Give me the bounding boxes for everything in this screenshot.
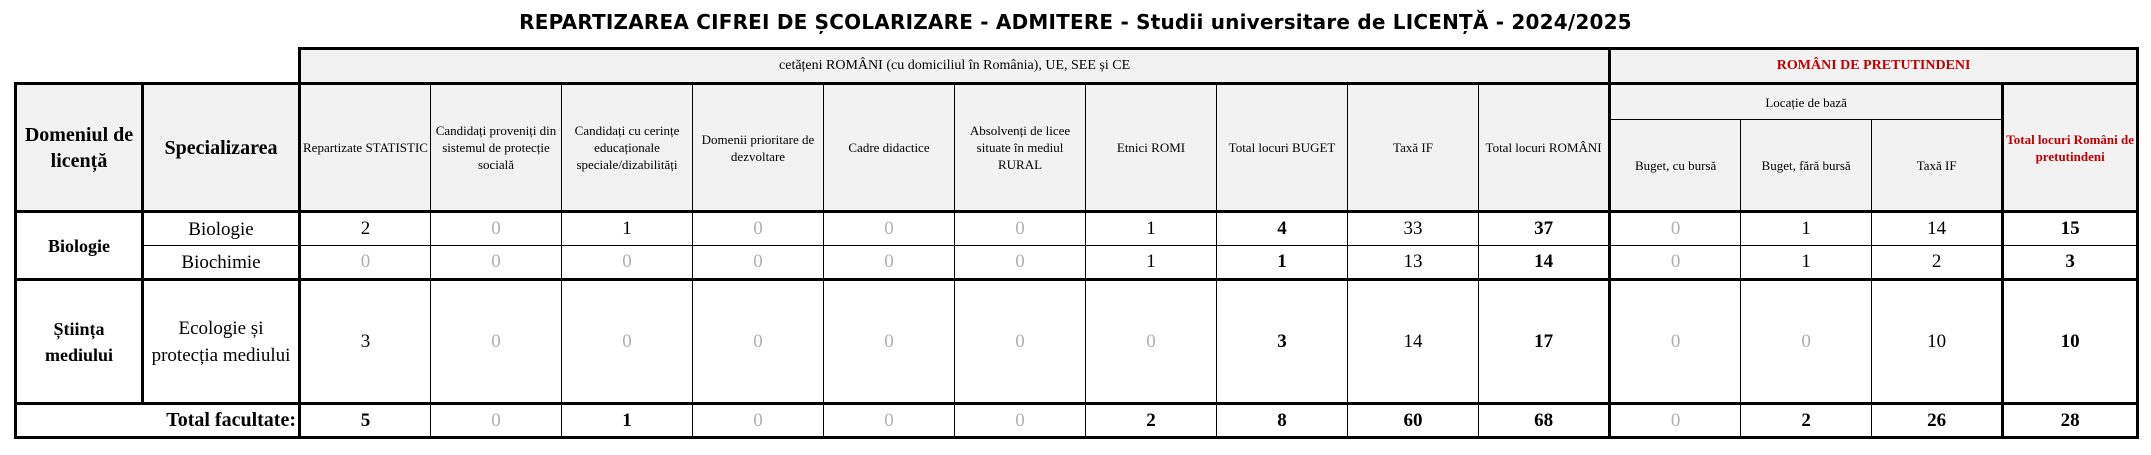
cell: 37 bbox=[1479, 212, 1610, 246]
header-cadre-didactice: Cadre didactice bbox=[824, 84, 955, 212]
cell: 0 bbox=[1610, 212, 1741, 246]
cell: 1 bbox=[1086, 246, 1217, 280]
header-etnici-romi: Etnici ROMI bbox=[1086, 84, 1217, 212]
group-header-pretutindeni: ROMÂNI DE PRETUTINDENI bbox=[1610, 49, 2138, 84]
domain-stiinta-mediului: Știința mediului bbox=[16, 280, 143, 404]
header-domenii-prioritare: Domenii prioritare de dezvoltare bbox=[693, 84, 824, 212]
cell: 0 bbox=[693, 246, 824, 280]
cell: 1 bbox=[562, 404, 693, 438]
cell: 0 bbox=[693, 280, 824, 404]
cell: 0 bbox=[693, 212, 824, 246]
header-rural: Absolvenți de licee situate în mediul RURAL bbox=[955, 84, 1086, 212]
cell: 0 bbox=[1741, 280, 1872, 404]
spec-biochimie: Biochimie bbox=[143, 246, 300, 280]
cell: 2 bbox=[1741, 404, 1872, 438]
spec-biologie: Biologie bbox=[143, 212, 300, 246]
header-cerinte-speciale: Candidați cu cerințe educaționale speciale/dizabilități bbox=[562, 84, 693, 212]
cell: 13 bbox=[1348, 246, 1479, 280]
cell: 14 bbox=[1872, 212, 2003, 246]
cell: 26 bbox=[1872, 404, 2003, 438]
cell: 1 bbox=[562, 212, 693, 246]
blank-corner bbox=[16, 49, 300, 84]
cell: 0 bbox=[431, 212, 562, 246]
header-specializare: Specializarea bbox=[143, 84, 300, 212]
header-domeniu: Domeniul de licență bbox=[16, 84, 143, 212]
header-taxa-if: Taxă IF bbox=[1348, 84, 1479, 212]
cell: 0 bbox=[955, 404, 1086, 438]
cell: 1 bbox=[1741, 212, 1872, 246]
cell: 14 bbox=[1479, 246, 1610, 280]
cell: 33 bbox=[1348, 212, 1479, 246]
cell: 8 bbox=[1217, 404, 1348, 438]
cell: 0 bbox=[955, 212, 1086, 246]
table-row-ecologie bbox=[16, 280, 2138, 404]
cell: 0 bbox=[562, 246, 693, 280]
header-protectie-sociala: Candidați proveniți din sistemul de protecție socială bbox=[431, 84, 562, 212]
cell: 0 bbox=[1610, 246, 1741, 280]
cell: 0 bbox=[824, 280, 955, 404]
cell: 0 bbox=[693, 404, 824, 438]
header-repartizate: Repartizate STATISTIC bbox=[300, 84, 431, 212]
spec-ecologie: Ecologie și protecția mediului bbox=[143, 280, 300, 404]
cell: 2 bbox=[1872, 246, 2003, 280]
cell: 0 bbox=[431, 246, 562, 280]
cell: 3 bbox=[2003, 246, 2138, 280]
cell: 28 bbox=[2003, 404, 2138, 438]
header-locatie-baza: Locație de bază bbox=[1610, 84, 2003, 120]
cell: 14 bbox=[1348, 280, 1479, 404]
page-title: REPARTIZAREA CIFREI DE ȘCOLARIZARE - ADMITERE - Studii universitare de LICENȚĂ - 2024/2025 bbox=[519, 10, 1632, 34]
table-row-biologie bbox=[16, 212, 2138, 246]
cell: 0 bbox=[824, 404, 955, 438]
cell: 0 bbox=[824, 212, 955, 246]
cell: 5 bbox=[300, 404, 431, 438]
cell: 0 bbox=[1610, 404, 1741, 438]
cell: 0 bbox=[955, 280, 1086, 404]
total-label: Total facultate: bbox=[16, 404, 300, 438]
domain-biologie: Biologie bbox=[16, 212, 143, 280]
table-row-total bbox=[16, 404, 2138, 438]
cell: 0 bbox=[955, 246, 1086, 280]
cell: 17 bbox=[1479, 280, 1610, 404]
cell: 1 bbox=[1086, 212, 1217, 246]
admission-table bbox=[14, 47, 2139, 439]
cell: 3 bbox=[300, 280, 431, 404]
header-buget-cu-bursa: Buget, cu bursă bbox=[1610, 120, 1741, 212]
header-buget-fara-bursa: Buget, fără bursă bbox=[1741, 120, 1872, 212]
header-total-romani: Total locuri ROMÂNI bbox=[1479, 84, 1610, 212]
cell: 2 bbox=[1086, 404, 1217, 438]
cell: 0 bbox=[562, 280, 693, 404]
cell: 0 bbox=[300, 246, 431, 280]
cell: 10 bbox=[1872, 280, 2003, 404]
cell: 1 bbox=[1741, 246, 1872, 280]
table-row-biochimie bbox=[16, 246, 2138, 280]
cell: 0 bbox=[431, 404, 562, 438]
cell: 10 bbox=[2003, 280, 2138, 404]
cell: 1 bbox=[1217, 246, 1348, 280]
header-total-pretutindeni: Total locuri Români de pretutindeni bbox=[2003, 84, 2138, 212]
cell: 0 bbox=[1086, 280, 1217, 404]
cell: 0 bbox=[431, 280, 562, 404]
cell: 4 bbox=[1217, 212, 1348, 246]
cell: 60 bbox=[1348, 404, 1479, 438]
cell: 68 bbox=[1479, 404, 1610, 438]
group-header-romani: cetățeni ROMÂNI (cu domiciliul în România), UE, SEE și CE bbox=[300, 49, 1610, 84]
header-total-buget: Total locuri BUGET bbox=[1217, 84, 1348, 212]
cell: 0 bbox=[1610, 280, 1741, 404]
cell: 3 bbox=[1217, 280, 1348, 404]
cell: 2 bbox=[300, 212, 431, 246]
cell: 15 bbox=[2003, 212, 2138, 246]
header-taxa-if-pretutindeni: Taxă IF bbox=[1872, 120, 2003, 212]
cell: 0 bbox=[824, 246, 955, 280]
